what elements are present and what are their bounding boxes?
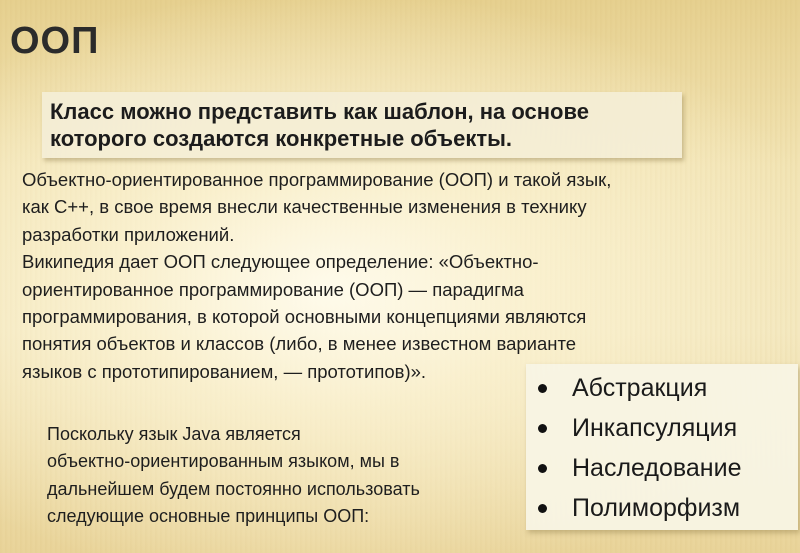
principle-label: Абстракция (572, 374, 708, 402)
body-line: ориентированное программирование (ООП) — парадигма (22, 278, 524, 300)
principle-label: Инкапсуляция (572, 414, 738, 442)
principle-label: Полиморфизм (572, 494, 741, 522)
java-line: Поскольку язык Java является (47, 424, 301, 444)
bullet-icon (538, 464, 547, 473)
body-line: понятия объектов и классов (либо, в менее известном варианте (22, 333, 577, 355)
class-definition-callout (42, 92, 682, 158)
bullet-icon (538, 424, 547, 433)
body-line: Википедия дает ООП следующее определение: «Объектно- (22, 251, 539, 273)
body-line: разработки приложений. (22, 223, 235, 245)
bullet-icon (538, 384, 547, 393)
slide-title: ООП (10, 20, 100, 62)
oop-principles-box (526, 364, 798, 530)
java-line: объектно-ориентированным языком, мы в (47, 451, 400, 472)
callout-text (50, 98, 589, 152)
callout-line: которого создаются конкретные объекты. (50, 126, 512, 151)
oop-description (22, 166, 722, 385)
bullet-icon (538, 504, 547, 513)
body-line: Объектно-ориентированное программирование (ООП) и такой язык, (22, 169, 612, 190)
java-principles-intro (47, 421, 527, 531)
principle-label: Наследование (572, 454, 742, 482)
java-line: дальнейшем будем постоянно использовать (47, 478, 420, 499)
body-line: программирования, в которой основными концепциями являются (22, 306, 587, 328)
java-line: следующие основные принципы ООП: (47, 506, 370, 527)
body-line: языков с прототипированием, — прототипов)». (22, 360, 427, 382)
body-line: как C++, в свое время внесли качественные изменения в технику (22, 196, 587, 218)
callout-line: Класс можно представить как шаблон, на основе (50, 99, 589, 124)
